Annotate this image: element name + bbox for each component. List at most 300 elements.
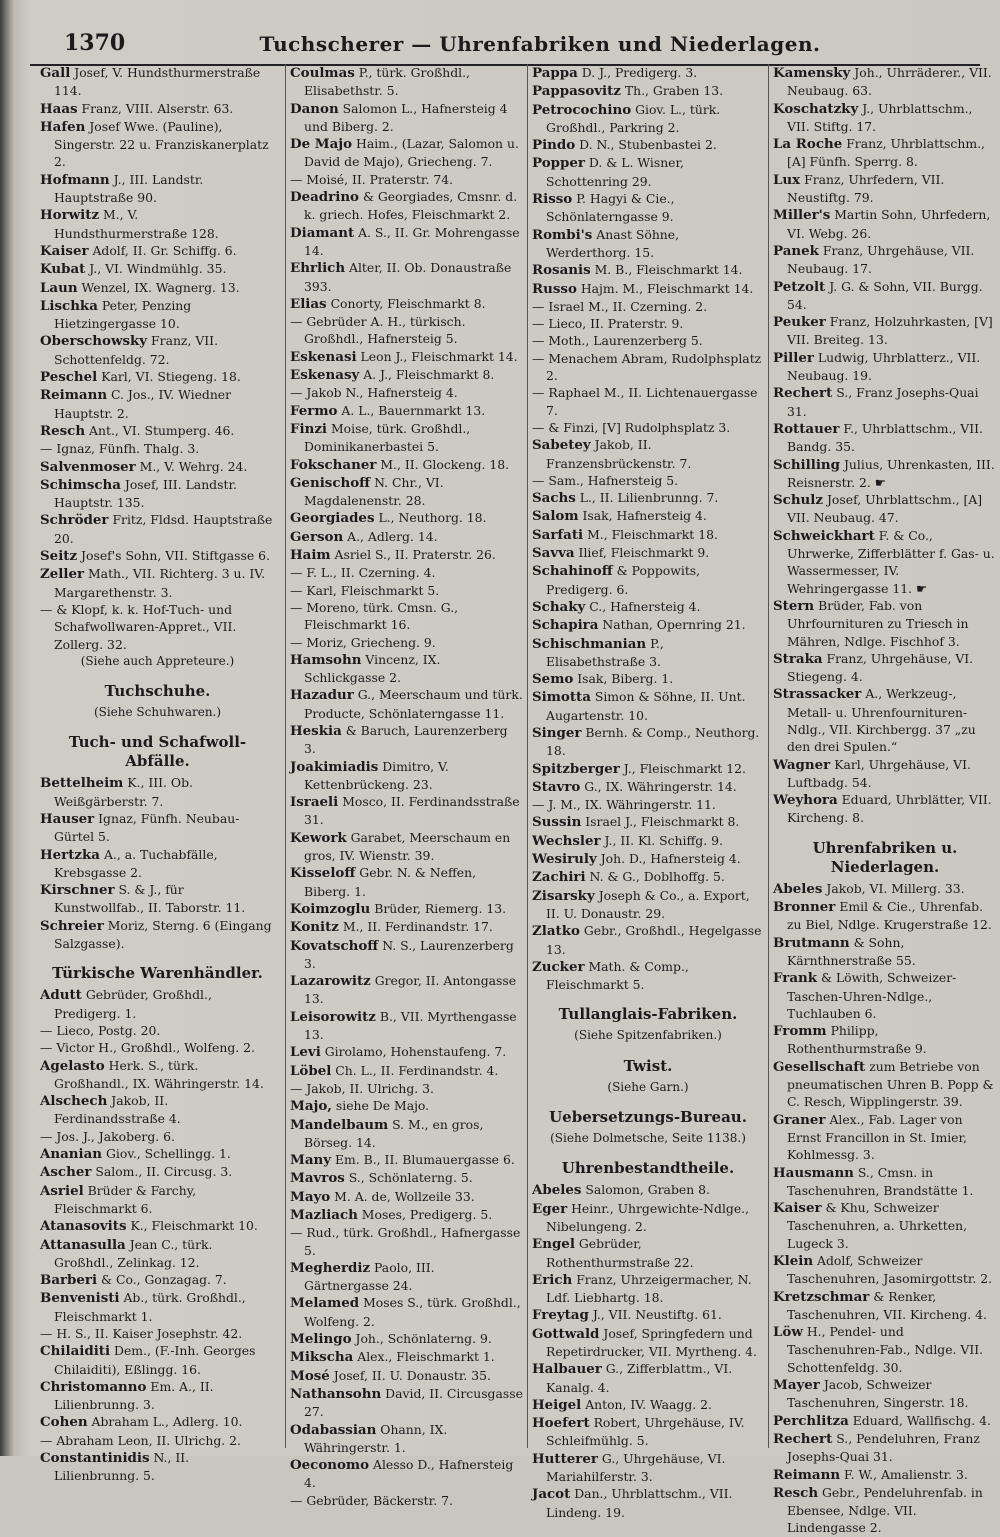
- entry-details: zum Betriebe von pneumatischen Uhren B. Popp & C. Resch, Wipplingerstr. 39.: [787, 1058, 994, 1110]
- directory-entry: [532, 507, 764, 525]
- entry-details: Isak, Biberg. 1.: [577, 671, 674, 687]
- entry-name: Weyhora: [773, 792, 838, 809]
- entry-details: Gebr., Großhdl., Hegelgasse 13.: [546, 923, 762, 957]
- entry-name: Israeli: [290, 794, 339, 811]
- section-heading: Tuchschuhe.: [104, 682, 211, 701]
- directory-entry: [773, 420, 997, 456]
- directory-entry: [40, 846, 275, 882]
- entry-details: J., III. Landstr. Hauptstraße 90.: [54, 171, 204, 206]
- directory-entry: [40, 386, 275, 422]
- entry-details: — Abraham Leon, II. Ulrichg. 2.: [40, 1432, 241, 1448]
- entry-name: Coulmas: [290, 65, 355, 81]
- entry-name: Georgiades: [290, 510, 375, 527]
- directory-entry: [290, 918, 523, 936]
- entry-name: Abeles: [532, 1182, 582, 1199]
- entry-details: Ant., VI. Stumperg. 46.: [89, 422, 235, 438]
- entry-details: M., Fleischmarkt 18.: [587, 526, 718, 542]
- entry-name: Schreier: [40, 917, 104, 934]
- directory-entry: [532, 832, 764, 850]
- entry-name: Gerson: [290, 528, 344, 545]
- directory-entry: [290, 1080, 523, 1097]
- directory-entry: [40, 565, 275, 601]
- entry-name: Peschel: [40, 369, 98, 386]
- directory-entry: [773, 1484, 997, 1537]
- entry-details: Jean C., türk. Großhdl., Zelinkag. 12.: [54, 1236, 213, 1270]
- directory-entry: [532, 635, 764, 671]
- entry-details: — Rud., türk. Großhdl., Hafnergasse 5.: [290, 1225, 521, 1258]
- directory-entry: [40, 260, 275, 278]
- directory-entry: [290, 259, 523, 295]
- entry-details: Herk. S., türk. Großhandl., IX. Währingerstr. 14.: [54, 1057, 264, 1091]
- directory-entry: [290, 758, 523, 794]
- entry-details: Moise, türk. Großhdl., Dominikanerbastei 5.: [304, 420, 471, 455]
- entry-name: Barberi: [40, 1272, 98, 1289]
- entry-name: Melingo: [290, 1331, 352, 1348]
- entry-details: D. & L. Wisner, Schottenring 29.: [546, 155, 685, 189]
- entry-details: — Raphael M., II. Lichtenauergasse 7.: [532, 385, 758, 418]
- directory-entry: [773, 349, 997, 385]
- directory-entry: [532, 724, 764, 760]
- entry-name: Salom: [532, 508, 579, 525]
- directory-entry: [40, 458, 275, 476]
- entry-details: G., Zifferblattm., VI. Kanalg. 4.: [546, 1361, 733, 1395]
- entry-name: Haas: [40, 100, 78, 117]
- directory-entry: [532, 1360, 764, 1396]
- directory-entry: [532, 101, 764, 137]
- entry-details: Franz, Holzuhrkasten, [V] VII. Breiteg. 13.: [787, 314, 993, 348]
- entry-details: & Co., Gonzagag. 7.: [101, 1272, 227, 1288]
- directory-entry: [290, 564, 523, 581]
- directory-entry: [40, 64, 275, 100]
- entry-details: L., Neuthorg. 18.: [378, 510, 487, 526]
- entry-name: Bettelheim: [40, 775, 124, 792]
- directory-entry: [532, 796, 764, 813]
- directory-entry: [532, 332, 764, 349]
- entry-details: Franz, Uhrzeigermacher, N. Ldf. Liebhartg. 18.: [546, 1271, 752, 1306]
- entry-details: Ohann, IX. Währingerstr. 1.: [304, 1421, 448, 1455]
- directory-entry: [532, 616, 764, 634]
- directory-entry: [290, 1097, 523, 1115]
- directory-entry: [773, 1412, 997, 1430]
- entry-details: Giov. L., türk. Großhdl., Parkring 2.: [546, 101, 721, 135]
- directory-entry: [290, 1206, 523, 1224]
- entry-details: Franz, Uhrfedern, VII. Neustiftg. 79.: [787, 171, 945, 206]
- entry-details: Moses, Predigerg. 5.: [361, 1207, 493, 1222]
- entry-details: Alesso D., Hafnersteig 4.: [304, 1457, 514, 1491]
- entry-details: Hajm. M., Fleischmarkt 14.: [580, 280, 754, 296]
- directory-entry: [773, 1022, 997, 1058]
- entry-details: Josef, II. U. Donaustr. 35.: [333, 1367, 491, 1383]
- directory-entry: [532, 190, 764, 226]
- entry-details: Dem., (F.-Inh. Georges Chilaiditi), Eßlingg. 16.: [54, 1343, 256, 1377]
- entry-details: Eduard, Uhrblätter, VII. Kircheng. 8.: [787, 792, 992, 826]
- directory-entry: [773, 1164, 997, 1200]
- directory-entry: [773, 1252, 997, 1288]
- entry-name: Zisarsky: [532, 887, 595, 904]
- directory-entry: [773, 597, 997, 650]
- directory-entry: [532, 760, 764, 778]
- entry-name: Kaiser: [773, 1200, 822, 1217]
- directory-entry: [532, 280, 764, 298]
- directory-entry: [773, 1288, 997, 1324]
- column-2: [285, 64, 523, 1508]
- entry-name: Eskenasi: [290, 348, 357, 365]
- directory-entry: [40, 242, 275, 260]
- directory-entry: [773, 135, 997, 171]
- entry-details: M., II. Glockeng. 18.: [380, 456, 510, 472]
- directory-entry: [532, 850, 764, 868]
- directory-entry: [290, 937, 523, 973]
- directory-entry: [290, 972, 523, 1008]
- entry-name: Ananian: [40, 1146, 103, 1163]
- entry-details: & Georgiades, Cmsnr. d. k. griech. Hofes, Fleischmarkt 2.: [304, 189, 518, 223]
- section-heading: Twist.: [623, 1056, 673, 1075]
- entry-details: A. S., II. Gr. Mohrengasse 14.: [304, 224, 520, 258]
- entry-name: Jacot: [532, 1486, 571, 1503]
- entry-name: Abeles: [773, 880, 823, 897]
- entry-name: Ascher: [40, 1164, 92, 1181]
- directory-entry: [40, 1236, 275, 1272]
- entry-details: Josef, III. Landstr. Hauptstr. 135.: [54, 476, 237, 511]
- entry-name: Wechsler: [532, 832, 601, 849]
- entry-name: Peuker: [773, 314, 826, 331]
- directory-entry: [532, 419, 764, 436]
- entry-name: Schilling: [773, 456, 841, 473]
- entry-details: Isak, Hafnersteig 4.: [582, 508, 707, 524]
- entry-details: J., VII. Neustiftg. 61.: [592, 1307, 722, 1323]
- directory-entry: [532, 544, 764, 562]
- cross-reference-note: (Siehe Spitzenfabriken.): [574, 1028, 722, 1043]
- entry-name: Semo: [532, 671, 574, 688]
- directory-entry: [773, 1376, 997, 1412]
- entry-details: Mosco, II. Ferdinandsstraße 31.: [304, 794, 520, 828]
- directory-entry: [290, 686, 523, 722]
- directory-entry: [532, 315, 764, 332]
- entry-details: P. Hagyi & Cie., Schönlaterngasse 9.: [546, 191, 675, 225]
- entry-details: K., III. Ob. Weißgärberstr. 7.: [54, 775, 193, 809]
- entry-name: Kework: [290, 829, 347, 846]
- directory-entry: [532, 136, 764, 154]
- entry-details: Josef, Uhrblattschm., [A] VII. Neubaug. 47.: [787, 492, 983, 526]
- entry-details: & Poppowits, Predigerg. 6.: [546, 563, 701, 597]
- directory-entry: [290, 1151, 523, 1169]
- entry-details: Franz, Uhrgehäuse, VI. Stiegeng. 4.: [787, 650, 974, 685]
- entry-name: Engel: [532, 1236, 575, 1253]
- entry-name: Halbauer: [532, 1361, 602, 1378]
- entry-details: Jakob, VI. Millerg. 33.: [826, 880, 965, 896]
- directory-entry: [290, 509, 523, 527]
- directory-entry: [532, 813, 764, 831]
- column-1: [40, 64, 275, 1484]
- entry-name: Hertzka: [40, 846, 100, 863]
- directory-entry: [532, 887, 764, 923]
- entry-details: Wenzel, IX. Wagnerg. 13.: [81, 279, 240, 295]
- directory-entry: [532, 922, 764, 958]
- directory-entry: [532, 64, 764, 82]
- entry-details: Jacob, Schweizer Taschenuhren, Singerstr. 18.: [787, 1377, 969, 1411]
- entry-name: Bronner: [773, 899, 836, 916]
- entry-details: A., a. Tuchabfälle, Krebsgasse 2.: [54, 846, 218, 880]
- entry-details: Brüder, Fab. von Uhrfournituren zu Triesch in Mähren, Ndlge. Fischhof 3.: [787, 597, 969, 649]
- entry-name: Melamed: [290, 1295, 360, 1312]
- entry-details: Brüder & Farchy, Fleischmarkt 6.: [54, 1182, 197, 1216]
- entry-name: Hoefert: [532, 1415, 590, 1432]
- entry-name: Petrocochino: [532, 101, 632, 118]
- entry-name: Spitzberger: [532, 760, 620, 777]
- entry-details: M. A. de, Wollzeile 33.: [334, 1188, 475, 1204]
- directory-entry: [773, 685, 997, 755]
- entry-details: Martin Sohn, Uhrfedern, VI. Webg. 26.: [787, 207, 991, 241]
- directory-entry: [290, 1367, 523, 1385]
- entry-name: Wagner: [773, 756, 831, 773]
- directory-entry: [40, 601, 275, 653]
- entry-name: Gall: [40, 65, 71, 81]
- directory-entry: [290, 651, 523, 687]
- directory-entry: [773, 491, 997, 527]
- entry-details: J., Fleischmarkt 12.: [623, 760, 746, 776]
- directory-entry: [290, 582, 523, 599]
- entry-name: Nathansohn: [290, 1385, 382, 1402]
- entry-details: S., Schönlaterng. 5.: [348, 1170, 473, 1186]
- entry-details: Garabet, Meerschaum en gros, IV. Wienstr. 39.: [304, 829, 511, 864]
- entry-details: Josef's Sohn, VII. Stiftgasse 6.: [81, 548, 270, 564]
- entry-details: & Löwith, Schweizer-Taschen-Uhren-Ndlge., Tuchlauben 6.: [787, 970, 957, 1021]
- entry-details: M. B., Fleischmarkt 14.: [594, 262, 743, 278]
- directory-entry: [40, 476, 275, 512]
- entry-name: Heigel: [532, 1396, 582, 1413]
- directory-entry: [532, 1181, 764, 1199]
- entry-details: D. J., Predigerg. 3.: [581, 65, 698, 80]
- entry-details: S., Pendeluhren, Franz Josephs-Quai 31.: [787, 1430, 980, 1465]
- section-heading: Tuch- und Schafwoll-Abfälle.: [68, 733, 247, 771]
- entry-details: Salomon L., Hafnersteig 4 und Biberg. 2.: [304, 100, 508, 134]
- directory-entry: [290, 1492, 523, 1509]
- entry-details: M., II. Ferdinandstr. 17.: [342, 919, 493, 935]
- entry-name: Hutterer: [532, 1450, 598, 1467]
- directory-entry: [290, 135, 523, 171]
- entry-details: Julius, Uhrenkasten, III. Reisnerstr. 2. ☛: [787, 456, 995, 490]
- entry-details: Dan., Uhrblattschm., VII. Lindeng. 19.: [546, 1486, 733, 1520]
- entry-details: Giov., Schellingg. 1.: [106, 1146, 231, 1162]
- directory-entry: [773, 384, 997, 420]
- entry-details: S., Cmsn. in Taschenuhren, Brandstätte 1.: [787, 1164, 974, 1198]
- directory-entry: [290, 1008, 523, 1044]
- entry-name: Schröder: [40, 512, 109, 529]
- entry-name: Löbel: [290, 1062, 332, 1079]
- directory-entry: [773, 969, 997, 1022]
- entry-details: — Moriz, Griecheng. 9.: [290, 634, 436, 650]
- entry-details: Peter, Penzing Hietzingergasse 10.: [54, 297, 192, 332]
- entry-name: Sachs: [532, 490, 576, 507]
- directory-entry: [40, 440, 275, 457]
- directory-entry: [290, 900, 523, 918]
- entry-name: Kirschner: [40, 882, 115, 899]
- entry-details: Josef, V. Hundsthurmerstraße 114.: [54, 65, 261, 99]
- entry-name: Singer: [532, 724, 582, 741]
- directory-entry: [290, 1259, 523, 1295]
- entry-name: Alschech: [40, 1093, 108, 1110]
- directory-entry: [40, 1057, 275, 1093]
- directory-entry: [40, 1271, 275, 1289]
- entry-name: Lazarowitz: [290, 973, 371, 990]
- entry-details: G., Uhrgehäuse, VI. Mariahilferstr. 3.: [546, 1450, 726, 1485]
- entry-name: Zachiri: [532, 869, 586, 886]
- directory-entry: [773, 527, 997, 597]
- entry-name: Majo,: [290, 1098, 332, 1115]
- directory-entry: [290, 64, 523, 100]
- entry-name: Benvenisti: [40, 1290, 120, 1307]
- entry-details: Josef Wwe. (Pauline), Singerstr. 22 u. Franziskanerplatz 2.: [54, 118, 269, 170]
- entry-details: Eduard, Wallfischg. 4.: [852, 1412, 991, 1428]
- entry-name: Russo: [532, 280, 577, 297]
- entry-name: Mandelbaum: [290, 1116, 389, 1133]
- entry-name: Rosanis: [532, 262, 591, 279]
- entry-details: Moses S., türk. Großhdl., Wolfeng. 2.: [304, 1295, 521, 1329]
- entry-name: Kretzschmar: [773, 1288, 870, 1305]
- entry-details: — F. L., II. Czerning. 4.: [290, 565, 436, 581]
- directory-entry: [532, 868, 764, 886]
- entry-name: Fermo: [290, 402, 338, 419]
- directory-entry: [40, 1128, 275, 1145]
- directory-entry: [532, 598, 764, 616]
- entry-details: Franz, VII. Schottenfeldg. 72.: [54, 333, 219, 367]
- entry-name: Sabetey: [532, 437, 591, 454]
- entry-details: C., Hafnersteig 4.: [589, 598, 701, 614]
- entry-details: Salomon, Graben 8.: [585, 1182, 710, 1198]
- entry-details: Joh., Schönlaterng. 9.: [355, 1331, 492, 1347]
- entry-name: Brutmann: [773, 934, 850, 951]
- entry-details: Josef, Springfedern und Repetirdrucker, VII. Myrtheng. 4.: [546, 1325, 757, 1359]
- entry-details: Paolo, III. Gärtnergasse 24.: [304, 1259, 435, 1294]
- directory-entry: [532, 261, 764, 279]
- entry-details: M., V. Wehrg. 24.: [139, 458, 248, 474]
- entry-details: A., Adlerg. 14.: [347, 528, 438, 544]
- directory-entry: [532, 778, 764, 796]
- entry-details: F. W., Amalienstr. 3.: [844, 1466, 968, 1482]
- entry-details: Em. B., II. Blumauergasse 6.: [334, 1152, 515, 1168]
- entry-details: J., VI. Windmühlg. 35.: [89, 261, 227, 277]
- page-number: 1370: [64, 30, 126, 56]
- entry-name: Savva: [532, 545, 575, 562]
- section-heading: Türkische Warenhändler.: [52, 964, 263, 983]
- entry-name: Kisseloff: [290, 865, 356, 882]
- entry-details: — Menachem Abram, Rudolphsplatz 2.: [532, 350, 762, 384]
- entry-name: Pindo: [532, 137, 576, 154]
- entry-name: Stern: [773, 597, 815, 614]
- entry-details: Ludwig, Uhrblatterz., VII. Neubaug. 19.: [787, 349, 981, 384]
- directory-entry: [532, 472, 764, 489]
- entry-details: Alex., Fab. Lager von Ernst Francillon in St. Imier, Kohlmessg. 3.: [787, 1111, 967, 1163]
- entry-details: N. & G., Doblhoffg. 5.: [589, 869, 725, 885]
- entry-details: — H. S., II. Kaiser Josephstr. 42.: [40, 1326, 243, 1341]
- entry-details: S., Franz Josephs-Quai 31.: [787, 385, 979, 419]
- entry-name: Hamsohn: [290, 651, 362, 668]
- entry-details: Th., Graben 13.: [624, 83, 724, 99]
- directory-entry: [40, 297, 275, 333]
- entry-details: & Khu, Schweizer Taschenuhren, a. Uhrketten, Lugeck 3.: [787, 1200, 968, 1251]
- directory-entry: [40, 917, 275, 953]
- entry-details: L., II. Lilienbrunng. 7.: [579, 490, 719, 506]
- directory-entry: [290, 1169, 523, 1187]
- entry-name: Oberschowsky: [40, 333, 148, 350]
- directory-entry: [773, 934, 997, 970]
- entry-name: Asriel: [40, 1182, 84, 1199]
- entry-name: Mazliach: [290, 1207, 358, 1223]
- entry-name: Stavro: [532, 778, 581, 795]
- entry-details: Joseph & Co., a. Export, II. U. Donaustr. 29.: [546, 887, 750, 921]
- entry-details: Brüder, Riemerg. 13.: [374, 900, 507, 916]
- entry-details: Nathan, Opernring 21.: [602, 617, 746, 633]
- entry-details: N. Chr., VI. Magdalenenstr. 28.: [304, 474, 444, 509]
- entry-name: Megherdiz: [290, 1259, 371, 1276]
- directory-entry: [532, 670, 764, 688]
- directory-entry: [290, 1330, 523, 1348]
- entry-name: Lischka: [40, 297, 98, 314]
- entry-name: Danon: [290, 100, 339, 117]
- entry-name: Graner: [773, 1111, 826, 1128]
- entry-details: Alter, II. Ob. Donaustraße 393.: [304, 260, 512, 294]
- directory-entry: [532, 1306, 764, 1324]
- entry-name: Seitz: [40, 548, 78, 565]
- directory-entry: [40, 1449, 275, 1485]
- entry-name: Eger: [532, 1200, 568, 1217]
- entry-name: Hausmann: [773, 1164, 854, 1181]
- entry-name: Koschatzky: [773, 100, 859, 117]
- entry-name: Cohen: [40, 1414, 88, 1431]
- entry-details: B., VII. Myrthengasse 13.: [304, 1008, 517, 1043]
- columns-container: [30, 64, 995, 1536]
- entry-name: Frank: [773, 970, 818, 987]
- entry-name: Kovatschoff: [290, 937, 379, 954]
- entry-name: Laun: [40, 279, 78, 296]
- directory-entry: [40, 986, 275, 1022]
- entry-name: Schweickhart: [773, 527, 875, 544]
- directory-entry: [532, 1271, 764, 1307]
- entry-name: Risso: [532, 191, 573, 208]
- entry-name: De Majo: [290, 136, 353, 153]
- entry-details: Adolf, II. Gr. Schiffg. 6.: [92, 242, 237, 258]
- entry-name: Fokschaner: [290, 456, 377, 473]
- entry-name: Joakimiadis: [290, 758, 379, 775]
- entry-details: — & Klopf, k. k. Hof-Tuch- und Schafwollwaren-Appret., VII. Zollerg. 32.: [40, 601, 237, 652]
- entry-details: Ab., türk. Großhdl., Fleischmarkt 1.: [54, 1290, 246, 1324]
- entry-details: siehe De Majo.: [335, 1098, 430, 1114]
- directory-entry: [40, 1092, 275, 1128]
- entry-name: Konitz: [290, 919, 339, 936]
- directory-entry: [773, 1058, 997, 1111]
- directory-entry: [40, 279, 275, 297]
- entry-name: Schapira: [532, 617, 599, 634]
- entry-details: C. Jos., IV. Wiedner Hauptstr. 2.: [54, 387, 232, 421]
- entry-details: Alex., Fleischmarkt 1.: [357, 1349, 495, 1365]
- entry-details: P., türk. Großhdl., Elisabethstr. 5.: [304, 65, 470, 99]
- directory-entry: [40, 118, 275, 171]
- entry-name: Heskia: [290, 722, 342, 739]
- directory-entry: [290, 171, 523, 188]
- section-heading: Uebersetzungs-Bureau.: [549, 1108, 747, 1127]
- entry-name: Chilaiditi: [40, 1343, 111, 1360]
- directory-entry: [532, 350, 764, 385]
- entry-details: Leon J., Fleischmarkt 14.: [360, 348, 518, 364]
- directory-entry: [40, 1182, 275, 1218]
- directory-entry: [290, 599, 523, 634]
- entry-details: — Moisé, II. Praterstr. 74.: [290, 171, 454, 187]
- section-heading: Uhrenbestandtheile.: [561, 1159, 735, 1178]
- directory-entry: [40, 332, 275, 368]
- entry-details: H., Pendel- und Taschenuhren-Fab., Ndlge. VII. Schottenfeldg. 30.: [787, 1324, 984, 1375]
- entry-details: J., II. Kl. Schiffg. 9.: [604, 832, 723, 848]
- entry-name: Koimzoglu: [290, 900, 371, 917]
